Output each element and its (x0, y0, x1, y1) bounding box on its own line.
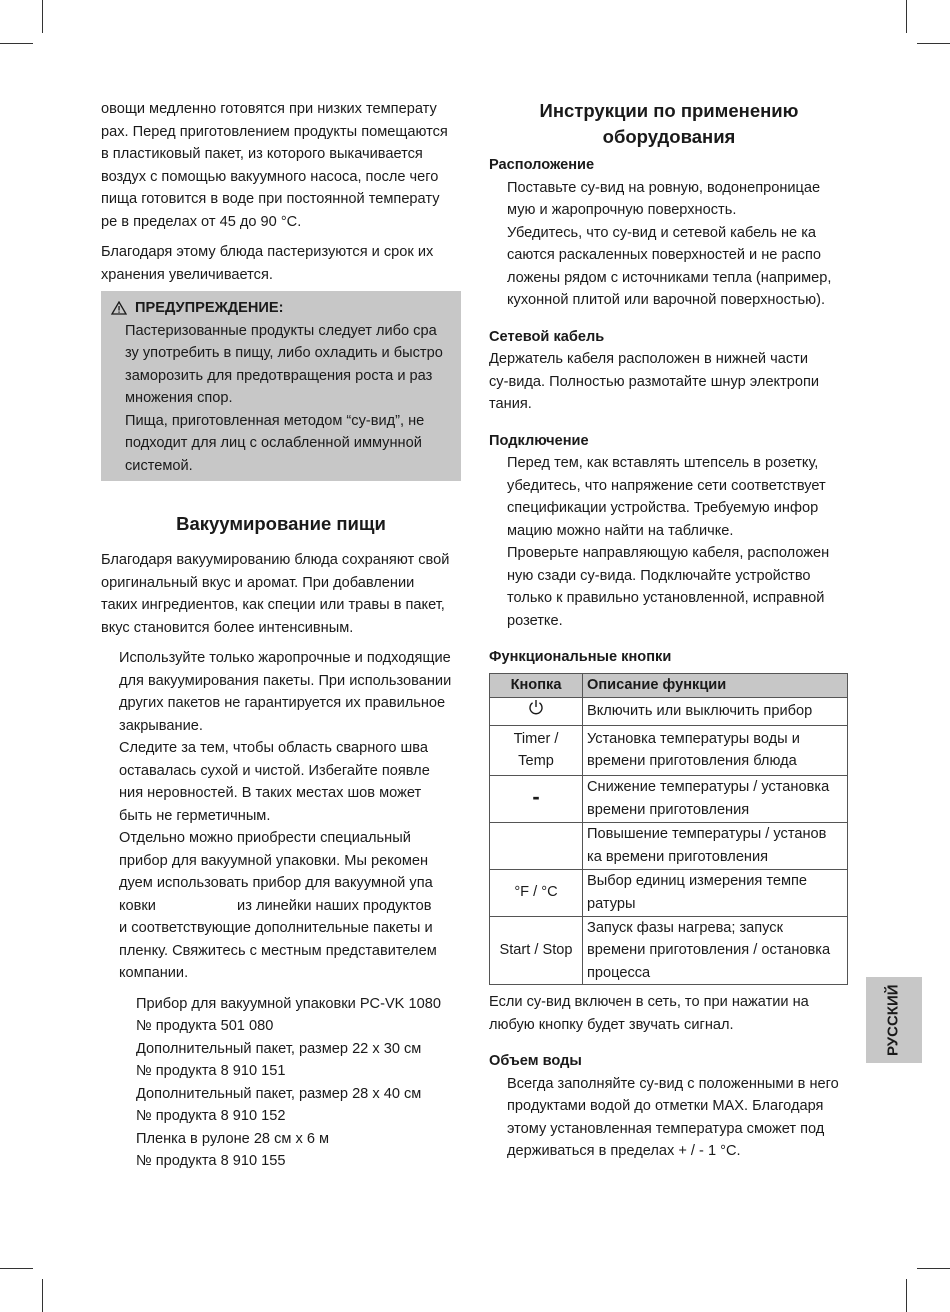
text-line: заморозить для предотвращения роста и раз (125, 367, 433, 384)
beep-text (489, 991, 849, 1036)
text-line: розетке. (507, 612, 563, 629)
crop-mark (42, 1279, 43, 1312)
text-line: вкус становится более интенсивным. (101, 619, 354, 636)
table-row (490, 725, 848, 775)
description-cell (583, 916, 848, 985)
cable-heading: Сетевой кабель (489, 328, 605, 345)
description-cell (583, 697, 848, 725)
button-label: Start / Stop (499, 942, 573, 958)
text-line: Благодаря этому блюда пастеризуются и срок их (101, 244, 434, 260)
crop-mark (906, 0, 907, 33)
text-line: Следите за тем, чтобы область сварного шва (119, 740, 428, 756)
text-line: спецификации устройства. Требуемую инфор (507, 500, 819, 516)
text-line: Включить или выключить прибор (587, 702, 813, 719)
text-line: Дополнительный пакет, размер 28 x 40 см (136, 1085, 422, 1102)
description-cell (583, 822, 848, 869)
text-line: кухонной плитой или варочной поверхностью). (507, 292, 826, 308)
text-line: множения спор. (125, 390, 233, 406)
language-tab (866, 977, 922, 1063)
text-line: Перед тем, как вставлять штепсель в розетку, (507, 455, 819, 471)
text-line: ре в пределах от 45 до 90 °C. (101, 213, 302, 230)
crop-mark (917, 43, 950, 44)
text-line: времени приготовления блюда (587, 753, 797, 769)
text-line: оставалась сухой и чистой. Избегайте появле (119, 762, 430, 779)
text-line: ратуры (587, 895, 636, 912)
text-line: Запуск фазы нагрева; запуск (587, 919, 783, 936)
text-line: только к правильно установленной, исправной (507, 590, 825, 606)
language-tab-label: РУССКИЙ (884, 984, 902, 1056)
text-line: су-вида. Полностью размотайте шнур электропи (489, 373, 820, 390)
crop-mark (0, 1268, 33, 1269)
text-line: ния неровностей. В таких местах шов может (119, 785, 422, 801)
text-line: саются раскаленных поверхностей и не распо (507, 247, 822, 263)
text-line: и соответствующие дополнительные пакеты и (119, 920, 433, 936)
table-row (490, 916, 848, 985)
text-line: хранения увеличивается. (101, 266, 273, 283)
text-line: Используйте только жаропрочные и подходящие (119, 650, 451, 666)
text-line: для вакуумирования пакеты. При использовании (119, 672, 452, 689)
location-text (489, 177, 849, 312)
button-label: °F / °C (514, 884, 558, 901)
table-row (490, 869, 848, 916)
text-line: прибор для вакуумной упаковки. Мы рекомен (119, 852, 429, 869)
text-line: тания. (489, 396, 532, 412)
text-line: Пленка в рулоне 28 см x 6 м (136, 1130, 330, 1147)
left-column (101, 98, 461, 1173)
cable-text (489, 348, 849, 416)
text-line: Благодаря вакуумированию блюда сохраняют свой (101, 552, 450, 568)
text-line: № продукта 8 910 155 (136, 1153, 286, 1169)
text-line: Дополнительный пакет, размер 22 x 30 см (136, 1040, 422, 1057)
text-line: этому установленная температура сможет под (507, 1120, 825, 1137)
text-line: времени приготовления (587, 801, 750, 818)
pasteurization-paragraph (101, 241, 461, 286)
table-header-button: Кнопка (490, 673, 583, 697)
location-heading: Расположение (489, 157, 595, 173)
text-line: в пластиковый пакет, из которого выкачивается (101, 146, 423, 162)
text-line: Всегда заполняйте су-вид с положенными в него (507, 1075, 839, 1092)
text-line: № продукта 501 080 (136, 1018, 274, 1034)
button-label: Timer / Temp (513, 730, 559, 769)
warning-title-text: ПРЕДУПРЕЖДЕНИЕ: (135, 300, 284, 316)
text-line: Поставьте су-вид на ровную, водонепроницае (507, 179, 821, 196)
crop-mark (917, 1268, 950, 1269)
text-line: Повышение температуры / установ (587, 826, 827, 842)
warning-text (111, 320, 445, 478)
text-line: № продукта 8 910 152 (136, 1108, 286, 1124)
description-cell (583, 775, 848, 822)
text-line: быть не герметичным. (119, 807, 271, 824)
intro-paragraph (101, 98, 461, 233)
table-row (490, 822, 848, 869)
description-cell (583, 869, 848, 916)
text-line: убедитесь, что напряжение сети соответствует (507, 477, 826, 494)
vacuum-heading: Вакуумирование пищи (176, 513, 386, 534)
text-line: подходит для лиц с ослабленной иммунной (125, 435, 422, 451)
text-line: процесса (587, 964, 651, 981)
text-line: № продукта 8 910 151 (136, 1063, 286, 1079)
button-cell (490, 725, 583, 775)
table-row (490, 697, 848, 725)
text-line: Снижение температуры / установка (587, 779, 830, 795)
description-cell (583, 725, 848, 775)
text-line: оригинальный вкус и аромат. При добавлении (101, 574, 415, 591)
text-line: Отдельно можно приобрести специальный (119, 830, 411, 846)
text-line: мую и жаропрочную поверхность. (507, 202, 737, 218)
text-line: дуем использовать прибор для вакуумной упа (119, 875, 433, 891)
text-line: Пастеризованные продукты следует либо сра (125, 322, 437, 339)
text-line: Держатель кабеля расположен в нижней части (489, 351, 808, 367)
text-line: компании. (119, 965, 189, 981)
text-line: рах. Перед приготовлением продукты помещаются (101, 123, 448, 140)
right-column (489, 98, 849, 1163)
text-line: Прибор для вакуумной упаковки PC-VK 1080 (136, 995, 441, 1012)
buttons-heading: Функциональные кнопки (489, 649, 672, 665)
text-line: зу употребить в пищу, либо охладить и быстро (125, 345, 443, 361)
text-line: закрывание. (119, 717, 203, 734)
vacuum-list (101, 647, 461, 985)
text-line: времени приготовления / остановка (587, 942, 831, 958)
text-line: Выбор единиц измерения темпе (587, 873, 808, 889)
text-line: Убедитесь, что су-вид и сетевой кабель не ка (507, 224, 817, 241)
connection-text (489, 452, 849, 632)
button-cell (490, 869, 583, 916)
water-text (489, 1073, 849, 1163)
function-buttons-table (489, 673, 848, 986)
text-line: ковки из линейки наших продуктов (119, 897, 432, 914)
button-cell (490, 775, 583, 822)
text-line: пленку. Свяжитесь с местным представителем (119, 942, 437, 959)
connection-heading: Подключение (489, 432, 589, 449)
text-line: других пакетов не гарантируется их правильное (119, 695, 446, 711)
text-line: ложены рядом с источниками тепла (например, (507, 269, 832, 286)
crop-mark (0, 43, 33, 44)
text-line: мацию можно найти на табличке. (507, 522, 734, 539)
vacuum-intro (101, 549, 461, 639)
text-line: ка времени приготовления (587, 848, 769, 865)
warning-title (111, 297, 445, 320)
button-cell (490, 822, 583, 869)
crop-mark (42, 0, 43, 33)
text-line: пища готовится в воде при постоянной температу (101, 191, 440, 207)
warning-triangle-icon (111, 301, 127, 315)
button-cell (490, 697, 583, 725)
products-list (101, 993, 461, 1173)
text-line: Пища, приготовленная методом “су-вид”, не (125, 412, 425, 429)
table-row (490, 775, 848, 822)
text-line: Установка температуры воды и (587, 730, 800, 747)
power-icon (528, 699, 544, 715)
button-cell (490, 916, 583, 985)
text-line: таких ингредиентов, как специи или травы в пакет, (101, 597, 445, 613)
text-line: воздух с помощью вакуумного насоса, после чего (101, 168, 439, 185)
crop-mark (906, 1279, 907, 1312)
text-line: ную сзади су-вида. Подключайте устройство (507, 567, 811, 584)
table-header-description: Описание функции (583, 673, 848, 697)
water-heading: Объем воды (489, 1053, 582, 1069)
text-line: системой. (125, 457, 193, 474)
text-line: любую кнопку будет звучать сигнал. (489, 1016, 734, 1033)
text-line: овощи медленно готовятся при низких температу (101, 101, 437, 117)
text-line: Если су-вид включен в сеть, то при нажатии на (489, 994, 809, 1010)
text-line: Проверьте направляющую кабеля, расположен (507, 545, 830, 561)
text-line: держиваться в пределах + / - 1 °C. (507, 1143, 741, 1159)
text-line: продуктами водой до отметки MAX. Благодаря (507, 1098, 824, 1114)
minus-icon: - (532, 783, 540, 809)
warning-box (101, 291, 461, 481)
instructions-heading: Инструкции по применению оборудования (539, 100, 799, 147)
